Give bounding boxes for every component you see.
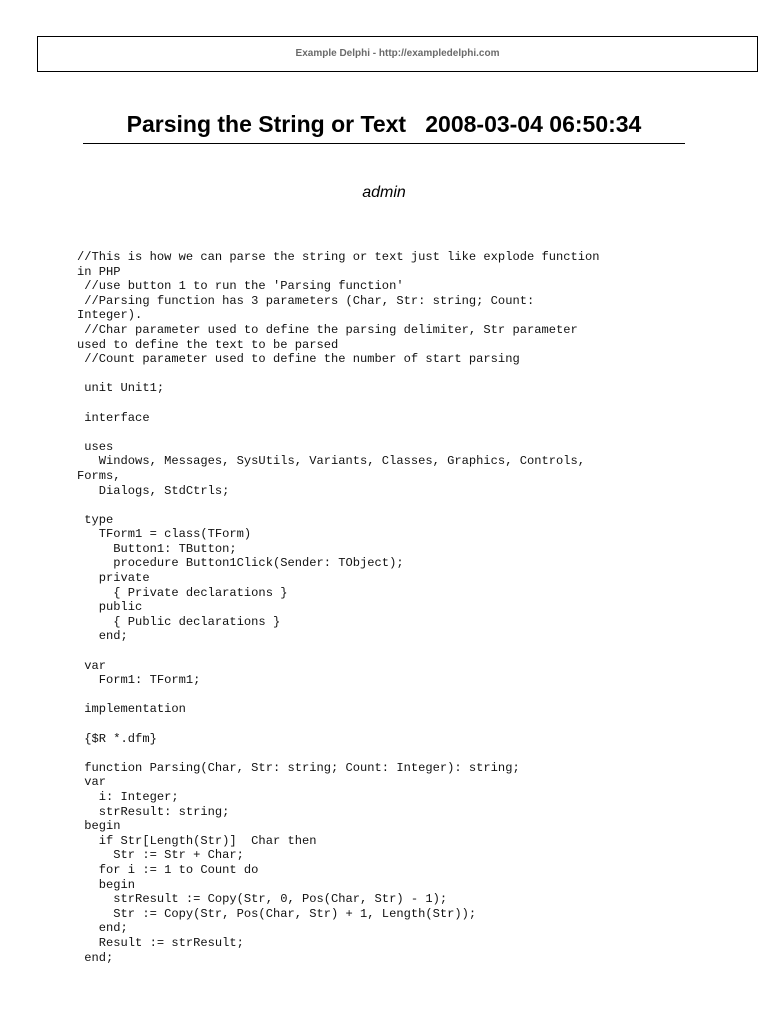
- article-title: Parsing the String or Text 2008-03-04 06:50:34: [126, 111, 642, 137]
- article-author: admin: [362, 184, 406, 201]
- code-listing: //This is how we can parse the string or text just like explode function in PHP //use button 1 to run the 'Parsing function' //Parsing function has 3 parameters (Char, Str: string; Count: Integer). //Char parameter used to define the parsing delimiter, Str parameter used to define the text to be parsed //Count parameter used to define the number of start parsing unit Unit1; interface uses Windows, Messages, SysUtils, Variants, Classes, Graphics, Controls, Forms, Dialogs, StdCtrls; type TForm1 = class(TForm) Button1: TButton; procedure Button1Click(Sender: TObject); private { Private declarations } public { Public declarations } end; var Form1: TForm1; implementation {$R *.dfm} function Parsing(Char, Str: string; Count: Integer): string; var i: Integer; strResult: string; begin if Str[Length(Str)] Char then Str := Str + Char; for i := 1 to Count do begin strResult := Copy(Str, 0, Pos(Char, Str) - 1); Str := Copy(Str, Pos(Char, Str) + 1, Length(Str)); end; Result := strResult; end;: [77, 250, 600, 965]
- article-title-block: [83, 108, 685, 144]
- site-header-text: Example Delphi - http://exampledelphi.com: [295, 48, 500, 59]
- site-header: [37, 36, 758, 72]
